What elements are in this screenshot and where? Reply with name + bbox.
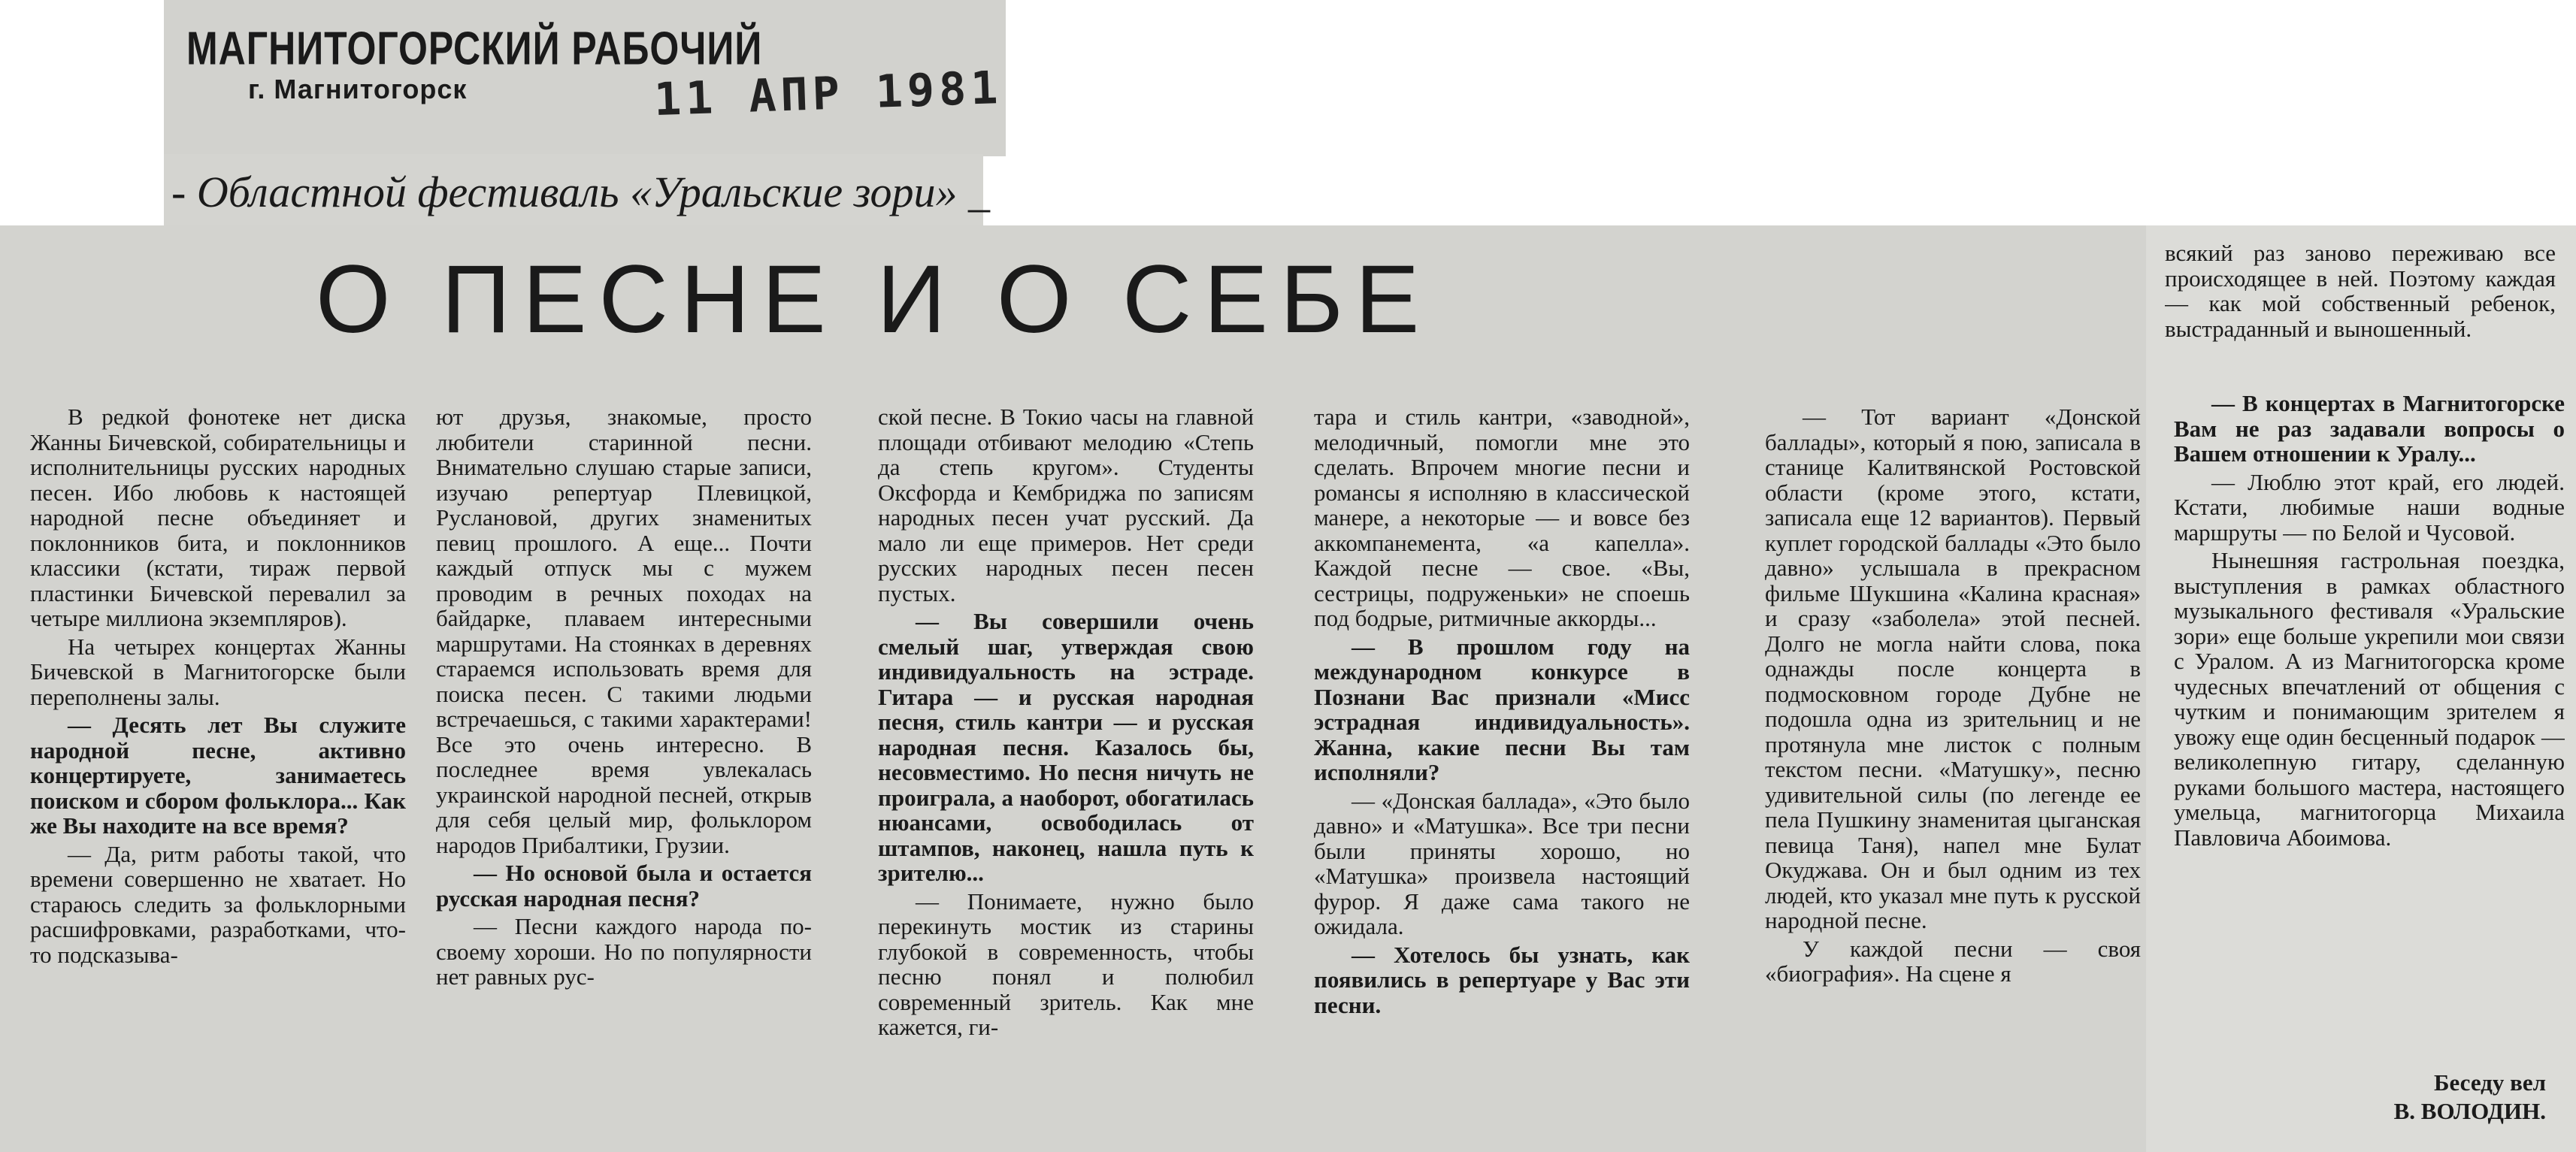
byline-intro: Беседу вел — [2434, 1069, 2546, 1096]
paragraph: — Тот вариант «Донской баллады», который я пою, записала в станице Калитвянской Ростовской области (кроме этого, кстати, записала еще 12 вариантов). Первый куплет городской баллады «Это было давно» услышала в прекрасном фильме Шукшина «Калина красная» и сразу «заболела» этой песней. Долго не могла найти слова, пока однажды после концерта в подмосковном городе Дубне не подошла одна из зрительниц и не протянула мне листок с полным текстом песни. «Матушку», песню удивительной силы (по легенде ее пела Пушкину знаменитая цыганская певица Таня), напел мне Булат Окуджава. Он и был одним из тех людей, кто указал мне путь к русской народной песне. — [1765, 404, 2141, 933]
byline — [2394, 1069, 2546, 1126]
article-column-1 — [30, 404, 406, 1148]
paragraph: — Понимаете, нужно было перекинуть мостик из старины глубокой в современность, чтобы песню понял и полюбил современный зритель. Как мне кажется, ги- — [878, 887, 1254, 1040]
newspaper-name: МАГНИТОГОРСКИЙ РАБОЧИЙ — [186, 22, 763, 75]
interview-question: — В прошлом году на международном конкурсе в Познани Вас признали «Мисс эстрадная индивидуальность». Жанна, какие песни Вы там исполняли? — [1314, 633, 1690, 785]
interview-question: — Хотелось бы узнать, как появились в репертуаре у Вас эти песни. — [1314, 941, 1690, 1018]
paragraph: На четырех концертах Жанны Бичевской в Магнитогорске были переполнены залы. — [30, 633, 406, 710]
newspaper-city: г. Магнитогорск — [248, 74, 468, 104]
paragraph: В редкой фонотеке нет диска Жанны Бичевской, собирательницы и исполнительницы русских народных песен. Ибо любовь к настоящей народной песне объединяет и поклонников бита, и поклонников классики (кстати, тираж первой пластинки Бичевской перевалил за четыре миллиона экземпляров). — [30, 404, 406, 631]
paragraph: всякий раз заново переживаю все происходящее в ней. Поэтому каждая — как мой собственный ребенок, выстраданный и выношенный. — [2165, 240, 2556, 342]
article-column-2 — [436, 404, 812, 1148]
paragraph: — Да, ритм работы такой, что времени совершенно не хватает. Но стараюсь следить за фольклорными расшифровками, разработками, что-то подсказыва- — [30, 840, 406, 968]
interview-question: — Десять лет Вы служите народной песне, активно концертируете, занимаетесь поиском и сбором фольклора... Как же Вы находите на все время? — [30, 712, 406, 839]
article-column-5 — [1765, 404, 2141, 1148]
article-column-3 — [878, 404, 1254, 1148]
interview-question: — В концертах в Магнитогорске Вам не раз задавали вопросы о Вашем отношении к Уралу... — [2174, 391, 2565, 467]
interview-question: — Но основой была и остается русская народная песня? — [436, 860, 812, 912]
article-column-4 — [1314, 404, 1690, 1148]
paragraph: ской песне. В Токио часы на главной площади отбивают мелодию «Степь да степь кругом». Студенты Оксфорда и Кембриджа по записям народных песен учат русский. Да мало ли еще примеров. Нет среди русских народных песен песен пустых. — [878, 404, 1254, 606]
paragraph: — «Донская баллада», «Это было давно» и «Матушка». Все три песни были приняты хорошо, но «Матушка» произвела настоящий фурор. Я даже сама такого не ожидала. — [1314, 787, 1690, 939]
paragraph: тара и стиль кантри, «заводной», мелодичный, помогли мне это сделать. Впрочем многие песни и романсы я исполняю в классической манере, а некоторые — и вовсе без аккомпанемента, «а капелла». Каждой песне — свое. «Вы, сестрицы, подруженьки» не споешь под бодрые, ритмичные аккорды... — [1314, 404, 1690, 631]
date-stamp: 11 АПР 1981 — [652, 61, 1003, 127]
paragraph: Нынешняя гастрольная поездка, выступления в рамках областного музыкального фестиваля «Уральские зори» еще больше укрепили мои связи с Уралом. А из Магнитогорска кроме чудесных впечатлений от общения с чутким и понимающим зрителем я увожу еще один бесценный подарок — великолепную гитару, сделанную руками большого мастера, настоящего умельца, магнитогорца Михаила Павловича Абоимова. — [2174, 547, 2565, 851]
byline-author: В. ВОЛОДИН. — [2393, 1098, 2546, 1124]
rubric: - Областной фестиваль «Уральские зори» _ — [171, 168, 990, 216]
paragraph: У каждой песни — своя «биография». На сцене я — [1765, 935, 2141, 987]
interview-question: — Вы совершили очень смелый шаг, утверждая свою индивидуальность на эстраде. Гитара — и русская народная песня, стиль кантри — и русская народная песня. Казалось бы, несовместимо. Но песня ничуть не проиграла, а наоборот, обогатилась нюансами, освободилась от штампов, наконец, нашла путь к зрителю... — [878, 608, 1254, 886]
article-column-7 — [2174, 391, 2565, 1105]
paragraph: ют друзья, знакомые, просто любители старинной песни. Внимательно слушаю старые записи, изучаю репертуар Плевицкой, Руслановой, других знаменитых певиц прошлого. А еще... Почти каждый отпуск мы с мужем проводим в речных походах на байдарке, плаваем интересными маршрутами. На стоянках в деревнях стараемся использовать время для поиска песен. С такими людьми встречаешься, с такими характерами! Все это очень интересно. В последнее время увлекалась украинской народной песней, открыв для себя целый мир, фольклором народов Прибалтики, Грузии. — [436, 404, 812, 858]
paragraph: — Песни каждого народа по-своему хороши. Но по популярности нет равных рус- — [436, 913, 812, 990]
article-title: О ПЕСНЕ И О СЕБЕ — [316, 246, 1432, 353]
paragraph: — Люблю этот край, его людей. Кстати, любимые наши водные маршруты — по Белой и Чусовой. — [2174, 468, 2565, 546]
